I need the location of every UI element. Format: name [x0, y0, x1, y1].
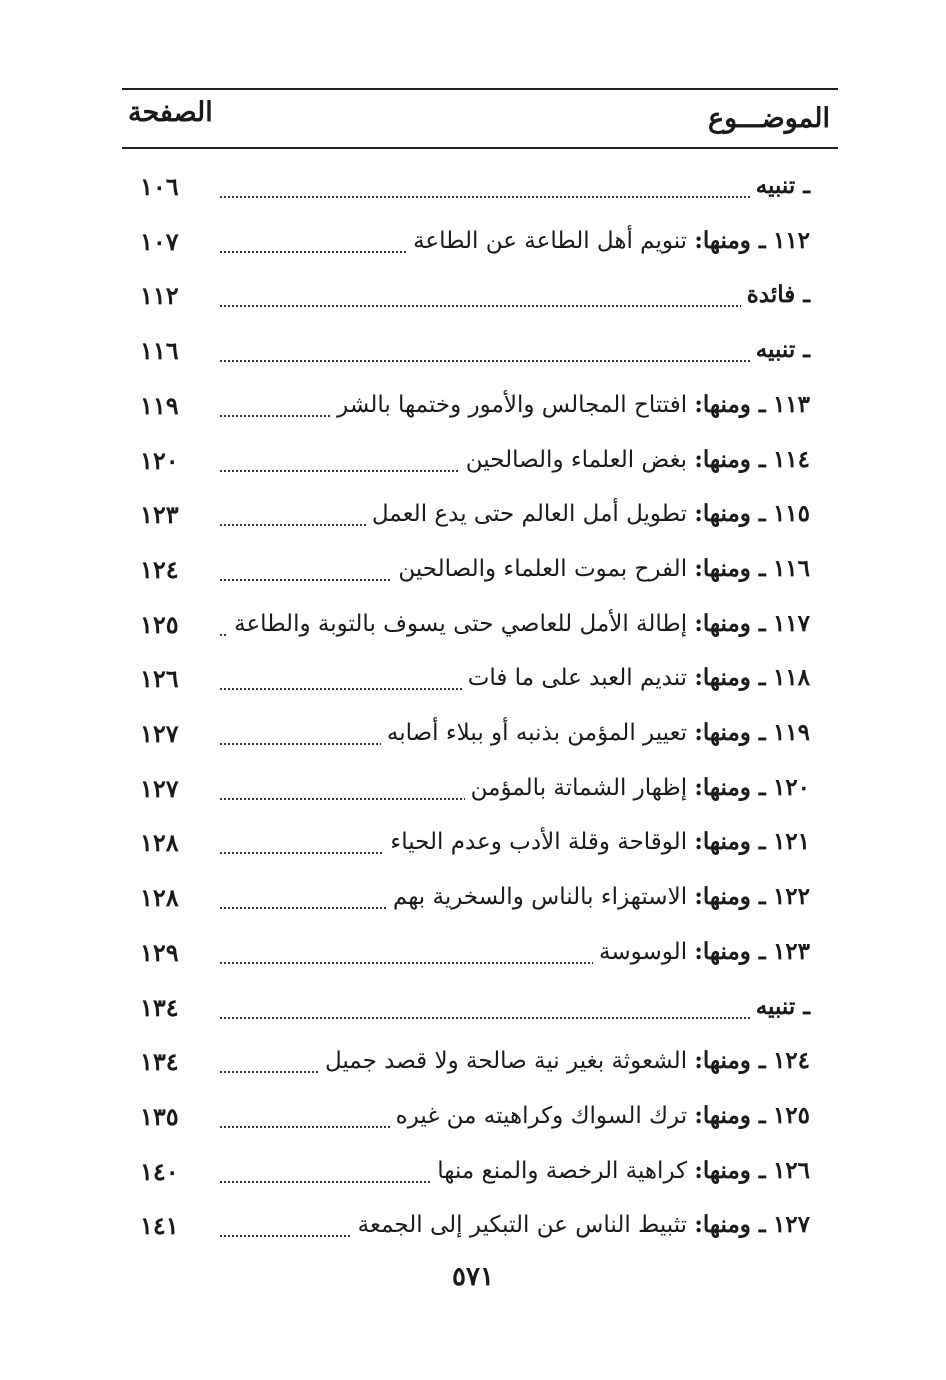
entry-label — [392, 555, 810, 582]
entry-number: ١٢١ — [772, 828, 810, 855]
entry-title: الشعوثة بغير نية صالحة ولا قصد جميل — [324, 1048, 688, 1074]
entry-title: كراهية الرخصة والمنع منها — [437, 1158, 688, 1184]
header-bottom-rule — [122, 147, 838, 149]
entry-title: افتتاح المجالس والأمور وختمها بالشر — [337, 392, 688, 418]
toc-entry — [120, 170, 810, 210]
entry-label — [593, 938, 810, 965]
entry-number: ١٢٧ — [772, 1211, 810, 1238]
entry-prefix: ـ ومنها: — [694, 1047, 766, 1074]
toc-entry — [120, 662, 810, 702]
entry-page-number: ١١٦ — [140, 336, 179, 365]
entry-title: الوقاحة وقلة الأدب وعدم الحياء — [390, 829, 688, 855]
entry-prefix: ـ ومنها: — [694, 610, 766, 637]
dot-leader — [220, 196, 806, 198]
entry-prefix: ـ ومنها: — [694, 446, 766, 473]
entry-prefix: ـ ومنها: — [694, 1157, 766, 1184]
toc-entry — [120, 1209, 810, 1249]
toc-entry — [120, 389, 810, 429]
toc-entry — [120, 553, 810, 593]
header-top-rule — [122, 88, 838, 90]
entry-prefix: ـ ومنها: — [694, 938, 766, 965]
entry-title: تنديم العبد على ما فات — [467, 665, 688, 691]
dot-leader — [220, 1017, 806, 1019]
entry-prefix: ـ تنبيه — [755, 172, 810, 199]
entry-title: بغض العلماء والصالحين — [465, 447, 688, 473]
entry-label — [381, 719, 810, 746]
toc-entry — [120, 826, 810, 866]
toc-entry — [120, 991, 810, 1031]
entry-number: ١١٧ — [772, 610, 810, 637]
toc-entry — [120, 279, 810, 319]
entry-page-number: ١٢٩ — [140, 938, 179, 967]
entry-label — [331, 391, 810, 418]
entry-label — [462, 664, 810, 691]
entry-prefix: ـ ومنها: — [694, 500, 766, 527]
entry-title: إظهار الشماتة بالمؤمن — [470, 775, 688, 801]
entry-title: الفرح بموت العلماء والصالحين — [398, 556, 688, 582]
entry-number: ١١٥ — [772, 500, 810, 527]
entry-label — [384, 828, 810, 855]
entry-prefix: ـ ومنها: — [694, 1102, 766, 1129]
dot-leader — [220, 360, 806, 362]
dot-leader — [220, 305, 806, 307]
entry-number: ١٢٢ — [772, 883, 810, 910]
entry-page-number: ١٠٧ — [140, 227, 179, 256]
entry-number: ١١٨ — [772, 664, 810, 691]
table-header — [122, 95, 838, 145]
entry-page-number: ١٠٦ — [140, 172, 179, 201]
entry-prefix: ـ ومنها: — [694, 1211, 766, 1238]
entry-prefix: ـ ومنها: — [694, 391, 766, 418]
entry-page-number: ١٢٧ — [140, 719, 179, 748]
entry-label — [228, 610, 810, 637]
toc-entry — [120, 772, 810, 812]
entry-label — [366, 500, 810, 527]
toc-entry — [120, 881, 810, 921]
toc-entry — [120, 444, 810, 484]
entry-label — [352, 1211, 810, 1238]
entry-label — [407, 227, 810, 254]
entry-page-number: ١٢٣ — [140, 500, 179, 529]
entry-page-number: ١١٩ — [140, 391, 179, 420]
entry-label — [387, 883, 810, 910]
page-column-heading: الصفحة — [128, 97, 213, 128]
entry-prefix: ـ فائدة — [746, 281, 810, 308]
entry-page-number: ١١٢ — [140, 281, 179, 310]
entry-page-number: ١٢٤ — [140, 555, 179, 584]
toc-entry — [120, 608, 810, 648]
entry-number: ١٢٥ — [772, 1102, 810, 1129]
entry-label — [460, 446, 810, 473]
entry-page-number: ١٣٥ — [140, 1102, 179, 1131]
entry-label — [465, 774, 810, 801]
toc-entry — [120, 1100, 810, 1140]
toc-entry — [120, 498, 810, 538]
entry-page-number: ١٣٤ — [140, 1047, 179, 1076]
entry-prefix: ـ ومنها: — [694, 774, 766, 801]
entry-page-number: ١٢٨ — [140, 828, 179, 857]
entry-label — [750, 336, 810, 363]
entry-page-number: ١٢٠ — [140, 446, 179, 475]
entry-number: ١١٢ — [772, 227, 810, 254]
entry-prefix: ـ ومنها: — [694, 555, 766, 582]
entry-title: ترك السواك وكراهيته من غيره — [395, 1103, 688, 1129]
entry-page-number: ١٣٤ — [140, 993, 179, 1022]
entry-page-number: ١٢٥ — [140, 610, 179, 639]
topic-column-heading: الموضـــوع — [707, 103, 830, 134]
entry-number: ١١٩ — [772, 719, 810, 746]
entry-page-number: ١٢٦ — [140, 664, 179, 693]
entry-title: تعيير المؤمن بذنبه أو ببلاء أصابه — [386, 720, 688, 746]
entry-title: الاستهزاء بالناس والسخرية بهم — [392, 884, 688, 910]
entry-number: ١١٦ — [772, 555, 810, 582]
entry-prefix: ـ تنبيه — [755, 336, 810, 363]
entry-title: إطالة الأمل للعاصي حتى يسوف بالتوبة والطاعة — [234, 611, 688, 637]
toc-entry — [120, 1045, 810, 1085]
entry-label — [431, 1157, 810, 1184]
page-number: ٥٧١ — [452, 1262, 494, 1292]
entry-page-number: ١٤٠ — [140, 1157, 179, 1186]
entry-prefix: ـ ومنها: — [694, 828, 766, 855]
toc-entry — [120, 717, 810, 757]
entry-title: تنويم أهل الطاعة عن الطاعة — [413, 228, 688, 254]
entry-title: تثبيط الناس عن التبكير إلى الجمعة — [357, 1212, 688, 1238]
entry-number: ١٢٤ — [772, 1047, 810, 1074]
entry-label — [750, 993, 810, 1020]
toc-entry — [120, 334, 810, 374]
toc-entry — [120, 936, 810, 976]
entry-prefix: ـ ومنها: — [694, 227, 766, 254]
entry-page-number: ١٢٧ — [140, 774, 179, 803]
toc-entry — [120, 225, 810, 265]
entry-prefix: ـ ومنها: — [694, 883, 766, 910]
entry-page-number: ١٢٨ — [140, 883, 179, 912]
entry-number: ١١٤ — [772, 446, 810, 473]
entry-label — [319, 1047, 810, 1074]
toc-entry — [120, 1155, 810, 1195]
entry-label — [750, 172, 810, 199]
entry-title: تطويل أمل العالم حتى يدع العمل — [371, 501, 688, 527]
entry-prefix: ـ تنبيه — [755, 993, 810, 1020]
entry-title: الوسوسة — [599, 939, 688, 965]
entry-number: ١٢٣ — [772, 938, 810, 965]
entry-label — [741, 281, 810, 308]
entry-prefix: ـ ومنها: — [694, 664, 766, 691]
entry-number: ١٢٦ — [772, 1157, 810, 1184]
entry-label — [390, 1102, 810, 1129]
entry-prefix: ـ ومنها: — [694, 719, 766, 746]
entry-number: ١١٣ — [772, 391, 810, 418]
entry-number: ١٢٠ — [772, 774, 810, 801]
entry-page-number: ١٤١ — [140, 1211, 179, 1240]
